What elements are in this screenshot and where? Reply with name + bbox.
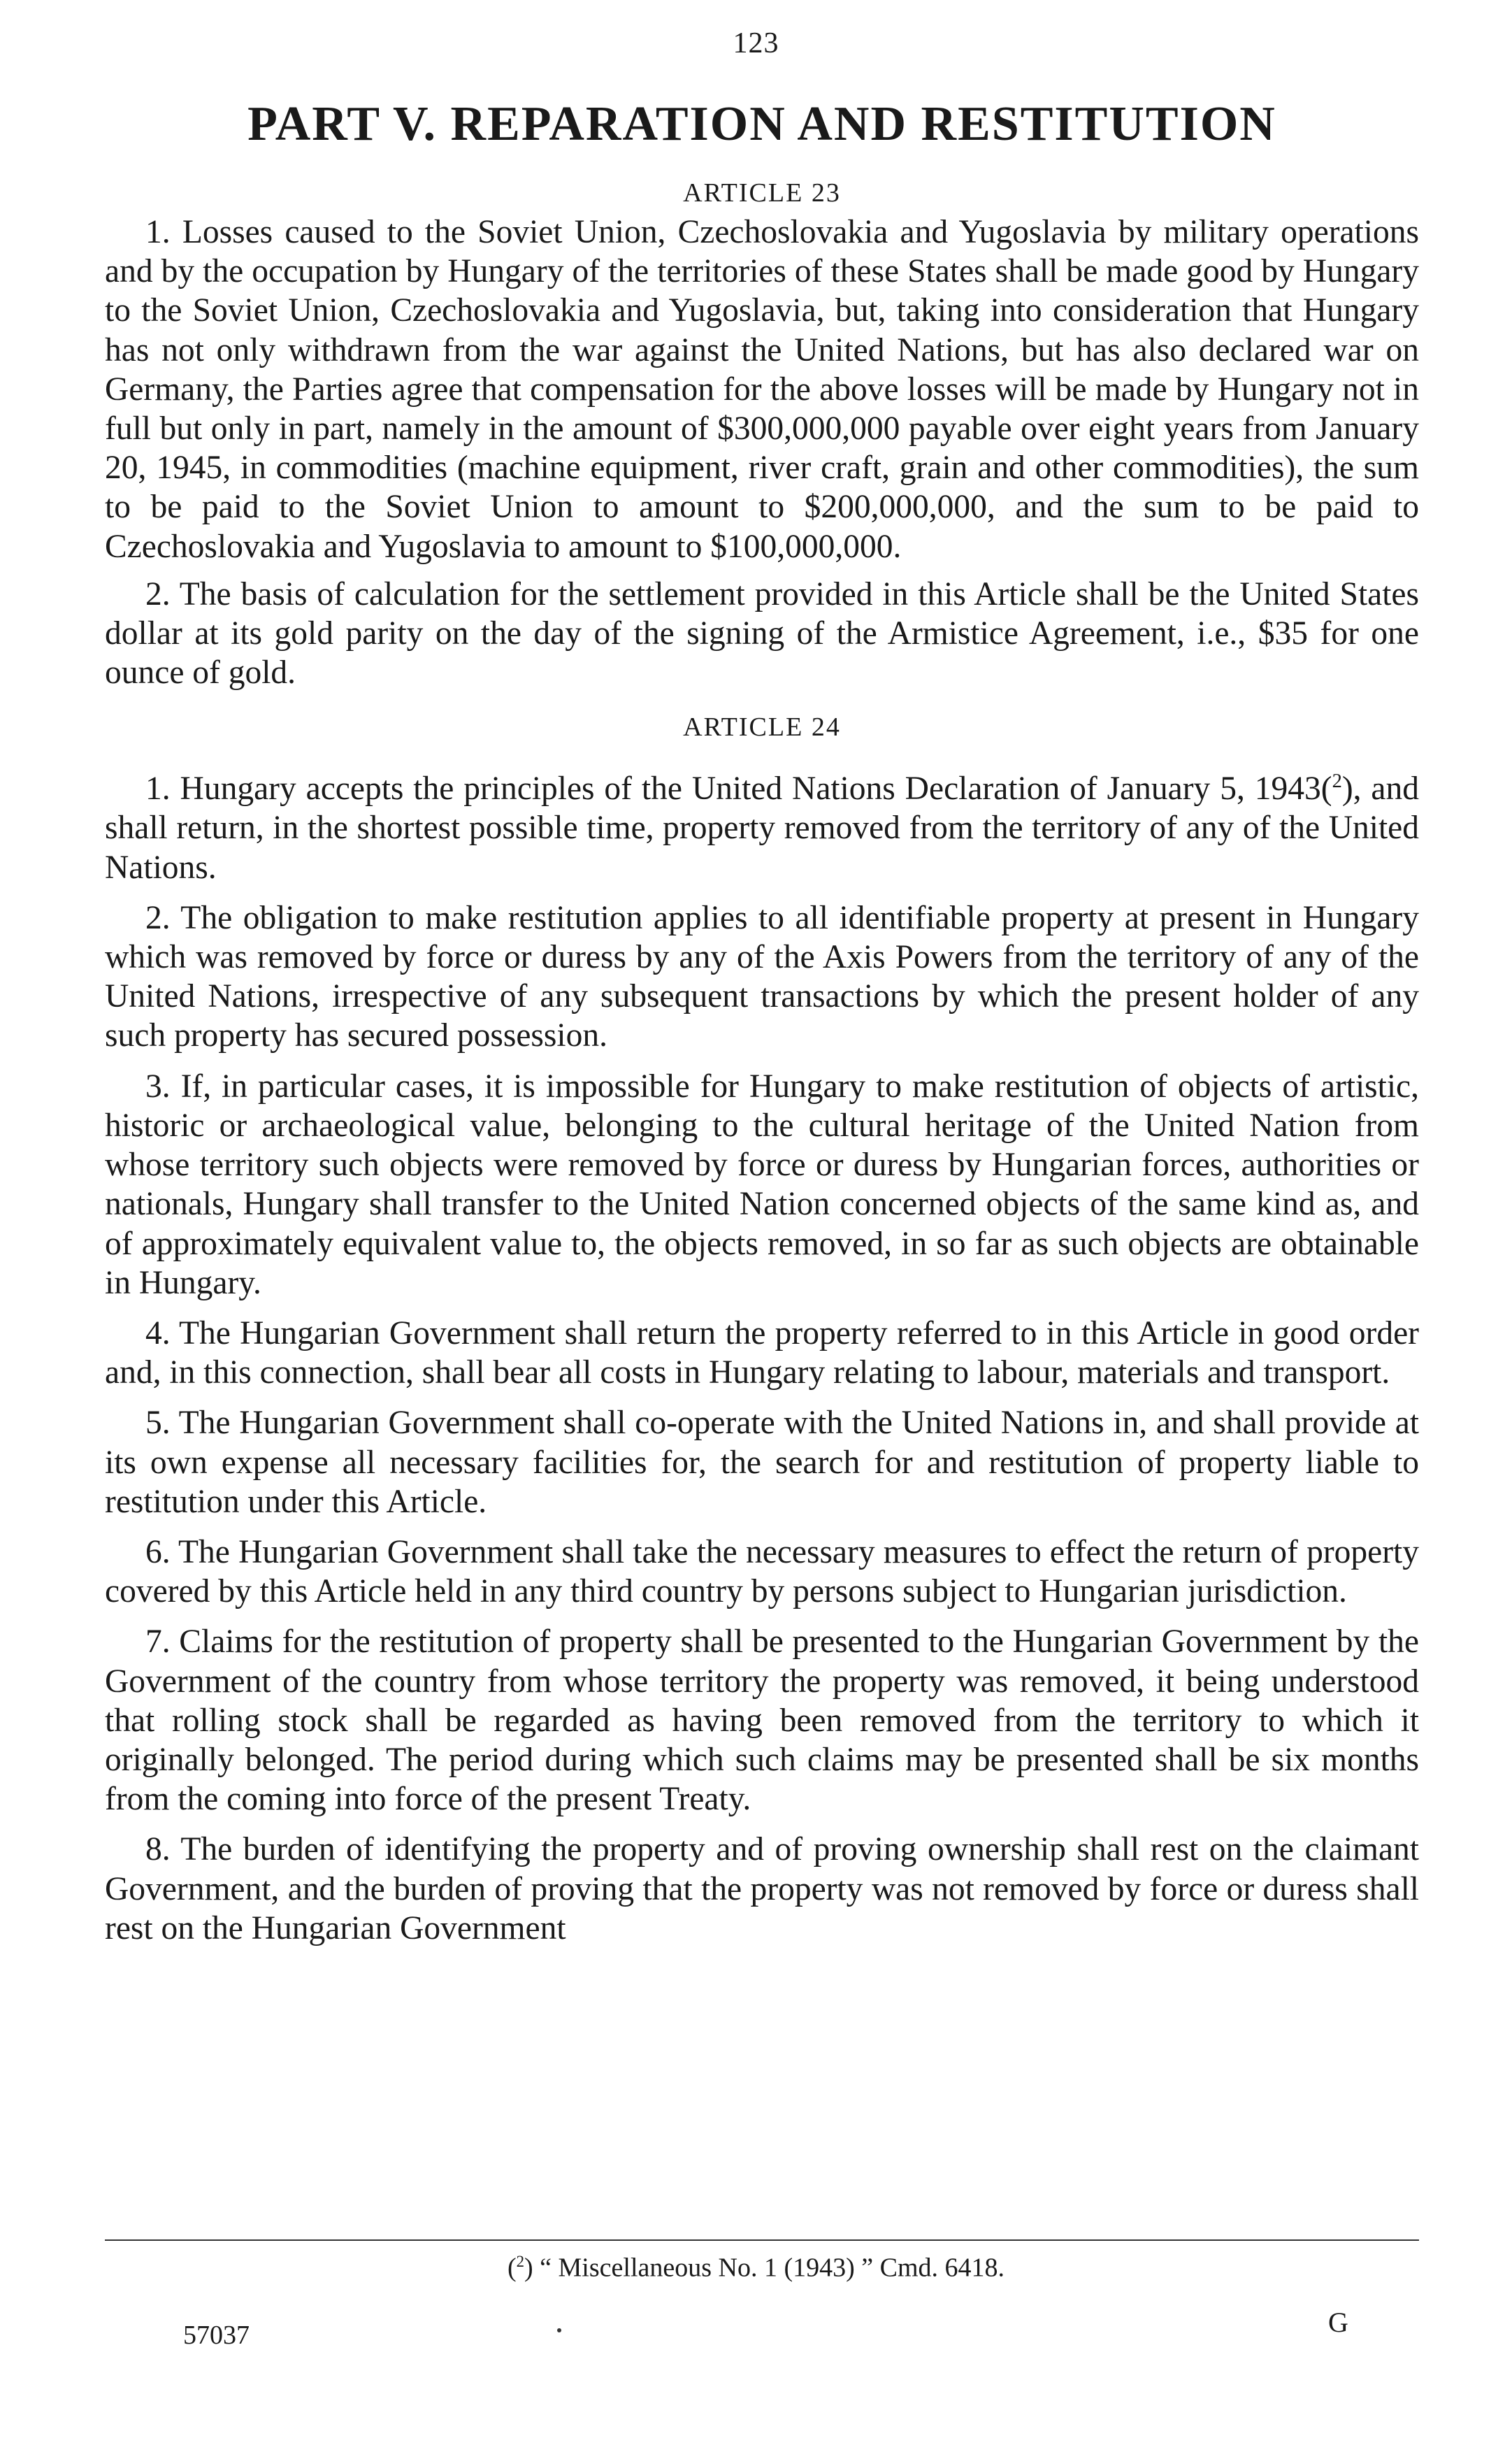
signature-mark: G [1328,2307,1348,2338]
printer-dot [557,2328,561,2332]
page-number: 123 [733,27,779,59]
article-23 [105,173,1419,692]
document-body [105,173,1419,1948]
footnote-text: “ Miscellaneous No. 1 (1943) ” Cmd. 6418. [540,2253,1005,2283]
paragraph: 2. The obligation to make restitution applies to all identifiable property at present in Hungary which was removed by force or duress by any of the Axis Powers from the territory of any of the United Nations, irrespective of any subsequent transactions by which the present holder of any such property has secured possession. [105,899,1419,1054]
paragraph: 6. The Hungarian Government shall take the necessary measures to effect the return of property covered by this Article held in any third country by persons subject to Hungarian jurisdiction. [105,1533,1419,1610]
paragraph-text: ), and shall return, in the shortest possible time, property removed from the territory of any of the United Nations. [105,770,1419,886]
paragraph: 5. The Hungarian Government shall co-operate with the United Nations in, and shall provide at its own expense all necessary facilities for, the search for and restitution of property liable to restitution under this Article. [105,1405,1419,1520]
footnote-rule [105,2239,1419,2241]
print-code: 57037 [183,2321,250,2350]
paragraph: 7. Claims for the restitution of property shall be presented to the Hungarian Government by the Government of the country from whose territory the property was removed, it being understood that rolling stock shall be regarded as having been removed from the territory to which it originally belonged. The period during which such claims may be presented shall be six months from the coming into force of the present Treaty. [105,1623,1419,1818]
paragraph: 3. If, in particular cases, it is impossible for Hungary to make restitution of objects of artistic, historic or archaeological value, belonging to the cultural heritage of the United Nation from whose territory such objects were removed by force or duress by Hungarian forces, authorities or nationals, Hungary shall transfer to the United Nation concerned objects of the same kind as, and of approximately equivalent value to, the objects removed, in so far as such objects are obtainable in Hungary. [105,1068,1419,1301]
article-24 [105,708,1419,1948]
paragraph [105,762,1419,887]
footnote-marker: 2 [516,2253,524,2270]
paragraph: 4. The Hungarian Government shall return the property referred to in this Article in good order and, in this connection, shall bear all costs in Hungary relating to labour, materials and transport. [105,1314,1419,1391]
article-heading: ARTICLE 23 [683,178,841,208]
footnote: ($^2$) “ Miscellaneous No. 1 (1943) ” Cmd. 6418. [507,2253,1005,2283]
article-heading: ARTICLE 24 [683,712,841,743]
paragraph: 2. The basis of calculation for the settlement provided in this Article shall be the United States dollar at its gold parity on the day of the signing of the Armistice Agreement, i.e., $35 for one ounce of gold. [105,575,1419,691]
paragraph-text: 1. Hungary accepts the principles of the United Nations Declaration of January 5, 1943( [145,770,1332,808]
paragraph: 1. Losses caused to the Soviet Union, Czechoslovakia and Yugoslavia by military operations and by the occupation by Hungary of the territories of these States shall be made good by Hungary to the Soviet Union, Czechoslovakia and Yugoslavia, but, taking into consideration that Hungary has not only withdrawn from the war against the United Nations, but has also declared war on Germany, the Parties agree that compensation for the above losses will be made by Hungary not in full but only in part, namely in the amount of $300,000,000 payable over eight years from January 20, 1945, in commodities (machine equipment, river craft, grain and other commodities), the sum to be paid to the Soviet Union to amount to $200,000,000, and the sum to be paid to Czechoslovakia and Yugoslavia to amount to $100,000,000. [105,214,1419,565]
page-title: PART V. REPARATION AND RESTITUTION [247,97,1276,151]
paragraph: 8. The burden of identifying the property and of proving ownership shall rest on the claimant Government, and the burden of proving that the property was not removed by force or duress shall rest on the Hungarian Government [105,1831,1419,1946]
footnote-reference: 2 [1332,770,1342,793]
